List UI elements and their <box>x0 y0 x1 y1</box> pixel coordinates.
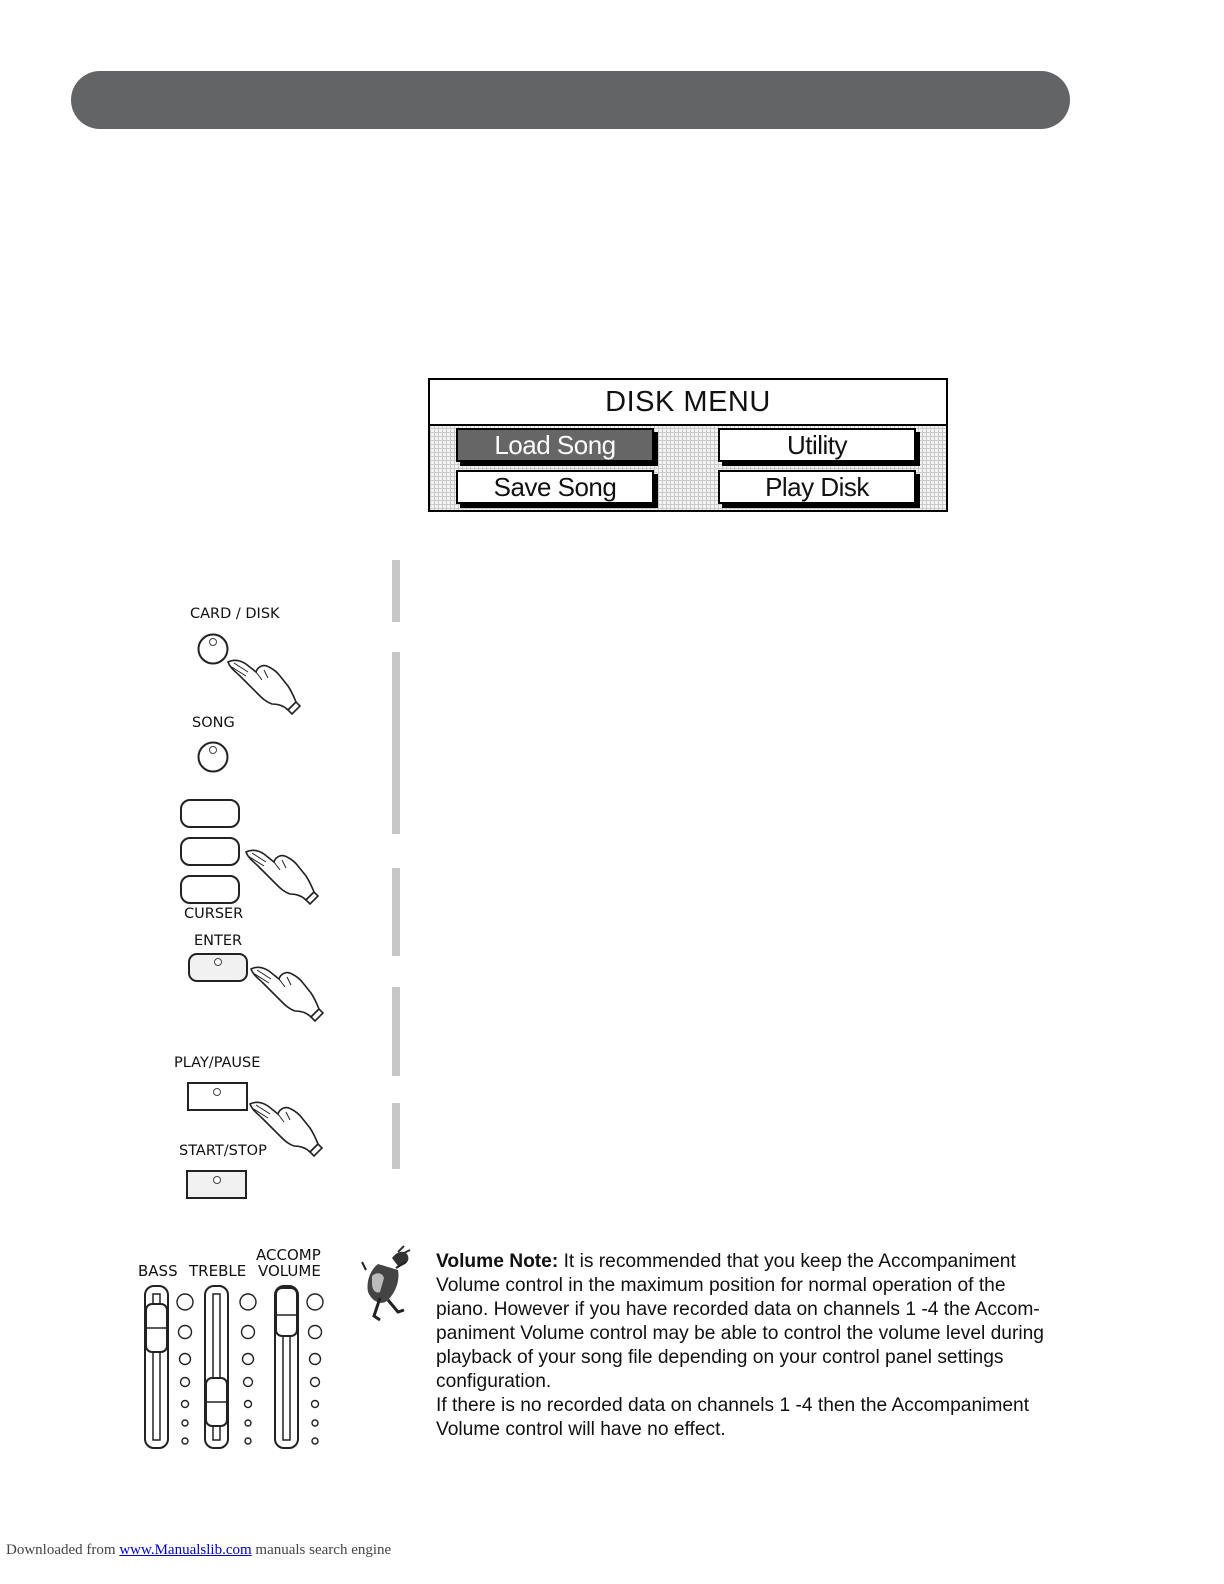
start-stop-label: START/STOP <box>179 1143 267 1159</box>
bass-slider[interactable] <box>145 1286 168 1448</box>
lcd-title: DISK MENU <box>430 380 946 426</box>
treble-label: TREBLE <box>189 1262 247 1280</box>
kokopelli-mascot-icon <box>362 1246 410 1320</box>
save-song-button[interactable]: Save Song <box>456 470 654 504</box>
footer-prefix: Downloaded from <box>6 1542 120 1558</box>
treble-slider[interactable] <box>205 1286 228 1448</box>
accomp-volume-slider[interactable] <box>275 1286 298 1448</box>
volume-label: VOLUME <box>258 1262 321 1280</box>
volume-note-heading: Volume Note: <box>436 1251 559 1272</box>
volume-note-body-2: If there is no recorded data on channels 1 -4 then the Accompaniment Volume control will have no effect. <box>436 1395 1030 1440</box>
song-label: SONG <box>192 715 235 731</box>
volume-note <box>436 1250 1056 1442</box>
footer-suffix: manuals search engine <box>251 1542 392 1558</box>
play-disk-button[interactable]: Play Disk <box>718 470 916 504</box>
load-song-button[interactable]: Load Song <box>456 428 654 462</box>
volume-note-body: It is recommended that you keep the Accompaniment Volume control in the maximum position for normal operation of the piano. However if you have recorded data on channels 1 -4 the Accom-paniment Volume control may be able to control the volume level during playback of your song file depending on your control panel settings configuration. <box>436 1251 1044 1392</box>
play-pause-label: PLAY/PAUSE <box>174 1055 261 1071</box>
card-disk-label: CARD / DISK <box>190 606 280 622</box>
bass-label: BASS <box>138 1262 178 1280</box>
enter-label: ENTER <box>194 933 243 949</box>
footer <box>6 1542 391 1559</box>
utility-button[interactable]: Utility <box>718 428 916 462</box>
curser-label: CURSER <box>184 906 244 922</box>
manualslib-link[interactable]: www.Manualslib.com <box>119 1542 252 1558</box>
level-indicator-dots <box>177 1294 323 1444</box>
accomp-label: ACCOMP <box>256 1246 321 1264</box>
